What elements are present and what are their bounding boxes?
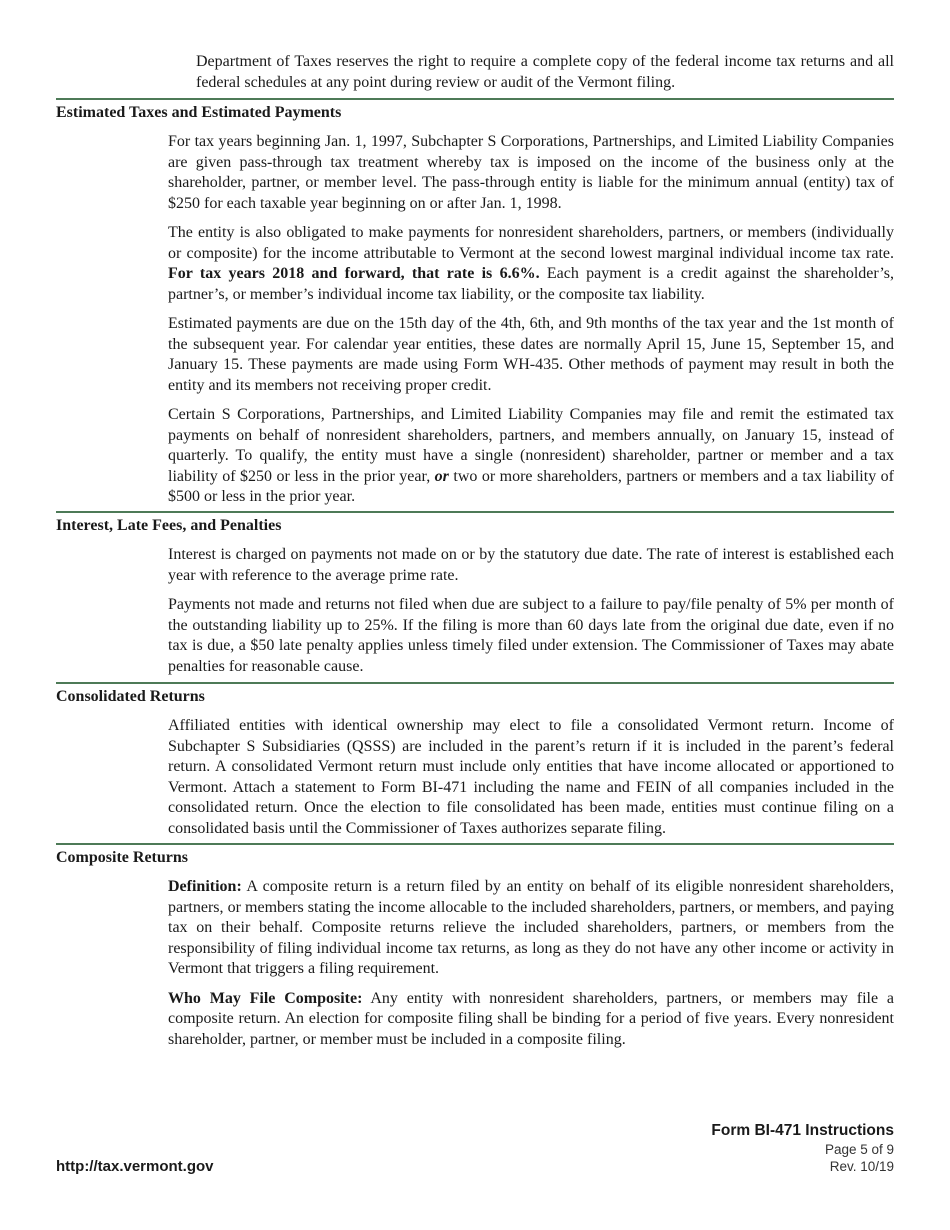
paragraph [168, 223, 894, 305]
bold-italic-text: or [434, 467, 449, 485]
text-run: Each payment is a credit against the shareholder’s, partner’s, or member’s individual income tax liability, or the composite tax liability. [168, 265, 894, 303]
paragraph [168, 877, 894, 980]
section-body [168, 877, 894, 1050]
bold-text: For tax years 2018 and forward, that rate is 6.6%. [168, 265, 540, 282]
text-run: A composite return is a return filed by an entity on behalf of its eligible nonresident shareholders, partners, or members stating the income allocable to the included shareholders, partners, or members, and paying tax on their behalf. Composite returns relieve the included shareholders, partners, or members from the responsibility of filing individual income tax returns, as long as they do not have any other income or activity in Vermont that triggers a filing requirement. [168, 878, 894, 977]
section-heading: Composite Returns [56, 843, 894, 868]
text-run: Any entity with nonresident shareholders, partners, or members may file a composite return. An election for composite filing shall be binding for a period of five years. Every nonresident shareholder, partner, or member must be included in a composite filing. [168, 989, 894, 1048]
paragraph: Estimated payments are due on the 15th day of the 4th, 6th, and 9th months of the tax year and the 1st month of the subsequent year. For calendar year entities, these dates are normally April 15, June 15, September 15, and January 15. These payments are made using Form WH-435. Other methods of payment may result in both the entity and its members not receiving proper credit. [168, 315, 894, 394]
paragraph [168, 989, 894, 1051]
text-run: two or more shareholders, partners or members and a tax liability of $500 or less in the prior year. [168, 467, 894, 505]
who-may-file-lead: Who May File Composite: [168, 989, 363, 1007]
footer-form-info [711, 1121, 894, 1175]
form-title: Form BI-471 Instructions [711, 1122, 894, 1139]
section-interest-penalties [56, 511, 894, 677]
text-run: Certain S Corporations, Partnerships, and Limited Liability Companies may file and remit the estimated tax payments on behalf of nonresident shareholders, partners, and members annually, on January 15, instead of quarterly. To qualify, the entity must have a single (nonresident) shareholder, partner or member and a tax liability of $250 or less in the prior year, [168, 406, 894, 485]
definition-lead: Definition: [168, 878, 242, 895]
paragraph: Interest is charged on payments not made on or by the statutory due date. The rate of interest is established each year with reference to the average prime rate. [168, 546, 894, 584]
section-body [168, 545, 894, 677]
section-body [168, 132, 894, 508]
section-heading: Estimated Taxes and Estimated Payments [56, 98, 894, 123]
revision-date: Rev. 10/19 [829, 1159, 894, 1174]
section-consolidated-returns [56, 682, 894, 839]
section-body [168, 716, 894, 839]
section-heading: Consolidated Returns [56, 682, 894, 707]
section-estimated-taxes [56, 98, 894, 508]
paragraph: For tax years beginning Jan. 1, 1997, Subchapter S Corporations, Partnerships, and Limited Liability Companies are given pass-through tax treatment whereby tax is imposed on the income of the business only at the shareholder, partner, or member level. The pass-through entity is liable for the minimum annual (entity) tax of $250 for each taxable year beginning on or after Jan. 1, 1998. [168, 133, 894, 212]
section-composite-returns [56, 843, 894, 1050]
paragraph [168, 405, 894, 508]
intro-paragraph [196, 52, 894, 93]
intro-text: Department of Taxes reserves the right to require a complete copy of the federal income tax returns and all federal schedules at any point during review or audit of the Vermont filing. [196, 53, 894, 91]
section-heading: Interest, Late Fees, and Penalties [56, 511, 894, 536]
paragraph: Payments not made and returns not filed when due are subject to a failure to pay/file penalty of 5% per month of the outstanding liability up to 25%. If the filing is more than 60 days late from the original due date, even if no tax is due, a $50 late penalty applies unless timely filed under extension. The Commissioner of Taxes may abate penalties for reasonable cause. [168, 596, 894, 675]
text-run: The entity is also obligated to make payments for nonresident shareholders, partners, or members (individually or composite) for the income attributable to Vermont at the second lowest marginal individual income tax rate. [168, 224, 894, 262]
footer-website-link[interactable]: http://tax.vermont.gov [56, 1158, 214, 1175]
page-number: Page 5 of 9 [824, 1142, 894, 1157]
paragraph: Affiliated entities with identical ownership may elect to file a consolidated Vermont return. Income of Subchapter S Subsidiaries (QSSS) are included in the parent’s return if it is included in the parent’s federal return. A consolidated Vermont return must include only entities that have income allocated or apportioned to Vermont. Attach a statement to Form BI-471 including the name and FEIN of all companies included in the consolidated return. Once the election to file consolidated has been made, entities must continue filing on a consolidated basis until the Commissioner of Taxes authorizes separate filing. [168, 717, 894, 837]
